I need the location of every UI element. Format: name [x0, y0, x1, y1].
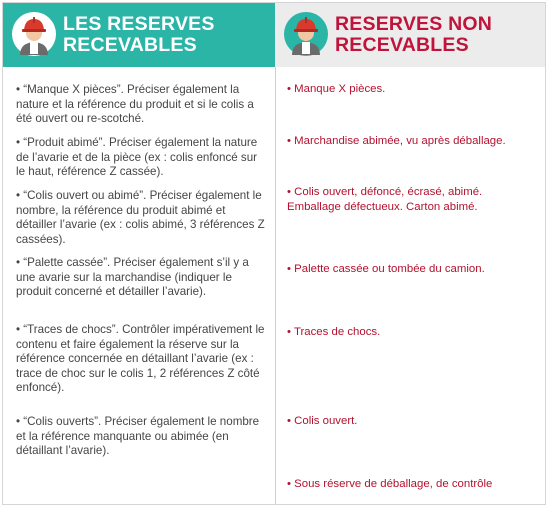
worker-helmet-icon: [283, 11, 329, 59]
list-item: • Traces de chocs.: [287, 326, 381, 338]
list-item: • Sous réserve de déballage, de contrôle: [287, 478, 493, 490]
list-item: • “Manque X pièces”. Préciser également la nature et la référence du produit et si le colis a été ouvert ou re-scotché.: [16, 83, 254, 126]
title-non-recevables: RESERVES NON RECEVABLES: [335, 13, 493, 56]
list-item: • Marchandise abimée, vu après déballage.: [287, 135, 506, 147]
list-item: • “Traces de chocs”. Contrôler impérativement le contenu et faire également la réserve sur la référence concernée en détaillant l’avarie (ex : trace de choc sur le colis 1, 2 références Z côté enfoncé).: [16, 323, 265, 395]
column-non-recevables: [275, 3, 545, 504]
list-item: • “Palette cassée”. Préciser également s’il y a une avarie sur la marchandise (indiquer le produit concerné et détailler l’avarie).: [16, 256, 249, 299]
list-item: • “Produit abimé”. Préciser également la nature de l’avarie et de la pièce (ex : colis enfoncé sur le haut, référence Z cassée).: [16, 136, 258, 179]
reserves-table: [2, 2, 546, 505]
list-item: • “Colis ouverts”. Préciser également le nombre et la référence manquante ou abimée (en détaillant l’avarie).: [16, 415, 260, 458]
worker-helmet-icon: [11, 11, 57, 59]
list-item: • Colis ouvert.: [287, 415, 358, 427]
list-item: • Palette cassée ou tombée du camion.: [287, 263, 485, 275]
list-item: • Manque X pièces.: [287, 83, 386, 95]
header-non-recevables: [275, 3, 545, 67]
list-item: • Colis ouvert, défoncé, écrasé, abimé. Emballage défectueux. Carton abimé.: [287, 186, 483, 213]
column-recevables: [3, 3, 275, 504]
title-recevables: LES RESERVES RECEVABLES: [63, 13, 215, 56]
header-recevables: [3, 3, 275, 67]
list-item: • “Colis ouvert ou abimé”. Préciser également le nombre, la référence du produit abimé et détailler l’avarie (ex : colis abimé, 3 références Z cassées).: [16, 189, 265, 246]
